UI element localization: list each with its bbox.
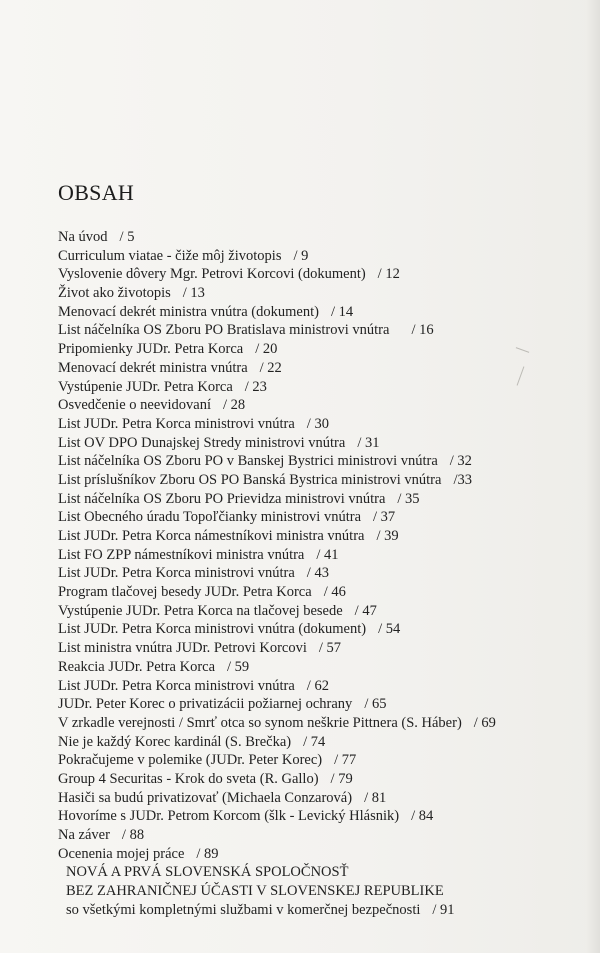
- toc-entry-title: List Obecného úradu Topoľčianky ministrovi vnútra: [58, 509, 362, 526]
- toc-entry-title: List FO ZPP námestníkovi ministra vnútra: [58, 546, 305, 563]
- toc-entry-page: / 32: [449, 453, 472, 470]
- toc-entry-page: / 13: [182, 285, 205, 302]
- toc-entry-page: / 88: [121, 827, 145, 843]
- toc-entry-page: / 59: [227, 658, 250, 675]
- toc-entry: [58, 546, 588, 565]
- toc-entry: [58, 807, 588, 826]
- toc-entry: [58, 639, 588, 658]
- toc-entry-title: List náčelníka OS Zboru PO v Banskej Bystrici ministrovi vnútra: [58, 453, 438, 470]
- toc-entry: [58, 508, 588, 527]
- toc-entry-page: / 79: [330, 770, 353, 787]
- toc-entry-title: List JUDr. Petra Korca ministrovi vnútra: [58, 565, 295, 582]
- toc-entry-page: / 43: [306, 565, 329, 582]
- toc-entry: [58, 677, 588, 696]
- toc-entry-title: List ministra vnútra JUDr. Petrovi Korcovi: [58, 640, 307, 657]
- toc-entry-title: List JUDr. Petra Korca ministrovi vnútra (dokument): [58, 621, 367, 638]
- toc-entry-page: / 81: [364, 789, 387, 806]
- toc-entry: [58, 265, 588, 284]
- toc-entry: [58, 247, 588, 266]
- toc-entry-title: JUDr. Peter Korec o privatizácii požiarnej ochrany: [58, 696, 353, 713]
- toc-entry-page: / 39: [376, 528, 399, 544]
- toc-entry-page: / 12: [377, 266, 400, 283]
- toc-entry-page: / 89: [196, 845, 219, 862]
- toc-entry-title: List náčelníka OS Zboru PO Bratislava ministrovi vnútra: [58, 322, 390, 339]
- toc-entry-title: List príslušníkov Zboru OS PO Banská Bystrica ministrovi vnútra: [58, 471, 442, 488]
- toc-entry-page: / 16: [411, 322, 434, 339]
- toc-entry: [58, 434, 588, 453]
- toc-entry-page: / 74: [303, 733, 326, 750]
- toc-entry: [58, 583, 588, 602]
- toc-entry-title: List JUDr. Petra Korca námestníkovi ministra vnútra: [58, 528, 365, 544]
- toc-entry-page: / 47: [354, 602, 377, 619]
- page-title: OBSAH: [58, 180, 135, 205]
- toc-entry: [58, 695, 588, 714]
- toc-entry-title: Hasiči sa budú privatizovať (Michaela Conzarová): [58, 789, 353, 806]
- toc-entry-page: / 14: [330, 303, 354, 320]
- toc-entry-page: / 77: [334, 752, 357, 769]
- table-of-contents: [58, 228, 588, 919]
- toc-entry-title: Menovací dekrét ministra vnútra (dokument): [58, 303, 319, 320]
- toc-entry-page: / 9: [293, 247, 309, 264]
- toc-entry-page: / 35: [397, 490, 420, 507]
- toc-entry-page: / 20: [255, 341, 278, 358]
- toc-entry: [58, 415, 588, 434]
- toc-entry: [58, 826, 588, 845]
- toc-entry-page: / 37: [373, 509, 396, 526]
- toc-entry-title: Nie je každý Korec kardinál (S. Brečka): [58, 733, 292, 750]
- toc-entry-title: Group 4 Securitas - Krok do sveta (R. Gallo): [58, 770, 319, 787]
- toc-entry: [58, 714, 588, 733]
- toc-entry-title: Reakcia JUDr. Petra Korca: [58, 658, 216, 675]
- toc-entry-title: Hovoríme s JUDr. Petrom Korcom (šlk - Levický Hlásnik): [58, 808, 400, 825]
- toc-entry: [58, 658, 588, 677]
- toc-entry-page: / 65: [364, 696, 387, 713]
- toc-entry-page: / 31: [357, 434, 380, 451]
- toc-entry-title: V zrkadle verejnosti / Smrť otca so synom neškrie Pittnera (S. Háber): [58, 714, 462, 731]
- toc-entry-page: / 91: [432, 901, 455, 918]
- toc-entry-title: List JUDr. Petra Korca ministrovi vnútra: [58, 415, 295, 432]
- toc-entry-page: / 28: [223, 397, 246, 414]
- toc-entry: [58, 863, 588, 882]
- toc-entry-page: / 62: [306, 677, 329, 694]
- toc-entry-page: / 54: [378, 621, 401, 638]
- toc-entry: [58, 452, 588, 471]
- toc-entry: [58, 527, 588, 546]
- toc-entry-title: Vyslovenie dôvery Mgr. Petrovi Korcovi (dokument): [58, 266, 366, 283]
- toc-entry-title: List OV DPO Dunajskej Stredy ministrovi vnútra: [58, 434, 346, 451]
- toc-entry-title: Život ako životopis: [58, 285, 171, 302]
- toc-entry: [58, 321, 588, 340]
- toc-entry: [58, 845, 588, 864]
- toc-entry: [58, 882, 588, 901]
- toc-entry: [58, 770, 588, 789]
- toc-entry: [58, 901, 588, 920]
- toc-entry-title: Menovací dekrét ministra vnútra: [58, 359, 248, 376]
- toc-entry-title: Pokračujeme v polemike (JUDr. Peter Korec): [58, 752, 323, 769]
- toc-entry: [58, 733, 588, 752]
- toc-entry: [58, 471, 588, 490]
- toc-entry-page: / 46: [323, 584, 346, 601]
- toc-entry: [58, 602, 588, 621]
- toc-entry-title: BEZ ZAHRANIČNEJ ÚČASTI V SLOVENSKEJ REPUBLIKE: [66, 883, 444, 900]
- toc-entry-page: / 41: [316, 546, 339, 563]
- toc-entry-page: / 84: [411, 808, 434, 825]
- toc-entry: [58, 340, 588, 359]
- toc-entry-title: Na záver: [58, 827, 110, 843]
- toc-entry: [58, 751, 588, 770]
- toc-entry-title: NOVÁ A PRVÁ SLOVENSKÁ SPOLOČNOSŤ: [66, 864, 349, 881]
- toc-entry-title: Vystúpenie JUDr. Petra Korca: [58, 378, 233, 395]
- toc-entry-page: / 5: [119, 229, 135, 245]
- toc-entry-title: List náčelníka OS Zboru PO Prievidza ministrovi vnútra: [58, 490, 386, 507]
- toc-entry-page: /33: [453, 471, 472, 488]
- toc-entry-title: so všetkými kompletnými službami v komerčnej bezpečnosti: [66, 901, 421, 918]
- toc-entry-page: / 69: [473, 714, 496, 731]
- toc-entry: [58, 228, 588, 247]
- toc-entry: [58, 396, 588, 415]
- toc-entry: [58, 284, 588, 303]
- toc-entry: [58, 303, 588, 322]
- toc-entry: [58, 490, 588, 509]
- toc-entry-page: / 57: [318, 640, 342, 657]
- toc-entry: [58, 359, 588, 378]
- toc-entry-title: Program tlačovej besedy JUDr. Petra Korca: [58, 584, 312, 601]
- toc-entry: [58, 564, 588, 583]
- toc-entry-title: Osvedčenie o neevidovaní: [58, 397, 212, 414]
- toc-entry: [58, 789, 588, 808]
- toc-entry: [58, 378, 588, 397]
- toc-entry-title: Vystúpenie JUDr. Petra Korca na tlačovej besede: [58, 602, 343, 619]
- toc-entry-page: / 30: [306, 415, 329, 432]
- toc-entry-title: List JUDr. Petra Korca ministrovi vnútra: [58, 677, 295, 694]
- page-edge-shadow: [586, 0, 600, 953]
- toc-entry-page: / 22: [259, 359, 282, 376]
- toc-entry-title: Pripomienky JUDr. Petra Korca: [58, 341, 244, 358]
- toc-entry-page: / 23: [244, 378, 267, 395]
- toc-entry-title: Curriculum viatae - čiže môj životopis: [58, 247, 282, 264]
- toc-entry-title: Ocenenia mojej práce: [58, 845, 185, 862]
- toc-entry-title: Na úvod: [58, 229, 108, 245]
- toc-entry: [58, 620, 588, 639]
